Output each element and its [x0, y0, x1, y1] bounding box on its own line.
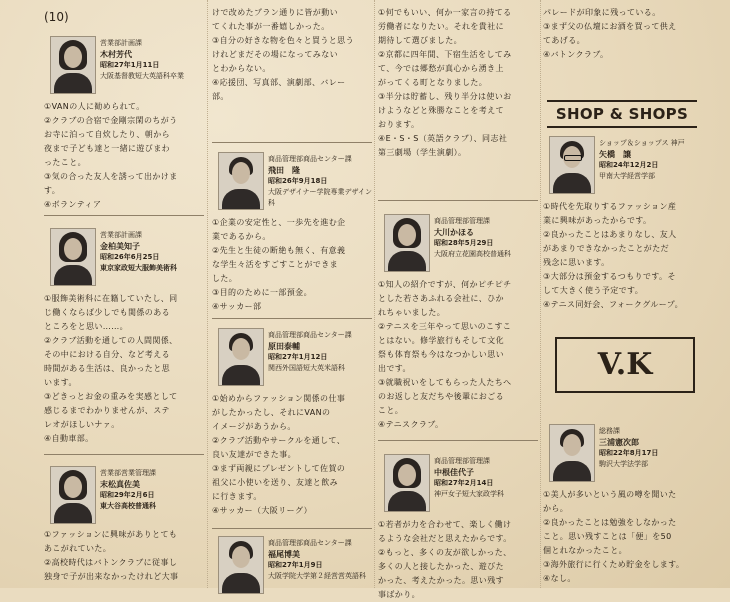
- answer-line: 感じるまでわかりませんが、ステ: [44, 406, 170, 415]
- answer-line: ②高校時代はバトンクラブに従事し: [44, 558, 178, 567]
- answer-line: 個とれなかったこと。: [543, 546, 627, 555]
- portrait-photo: [218, 152, 264, 210]
- answer-line: お寺に泊って自炊したり、朝から: [44, 130, 170, 139]
- vk-logo-box: V.K: [555, 337, 695, 393]
- portrait-photo: [549, 424, 595, 482]
- school: 大阪基督教短大英語科卒業: [100, 72, 184, 80]
- portrait-photo: [218, 536, 264, 594]
- birth-date: 昭和28年5月29日: [434, 239, 494, 247]
- answer-line: こと。思い残すことは「便」を50: [543, 532, 672, 541]
- answer-line: 業に興味があったからです。: [543, 216, 652, 225]
- answer-line: がってくる町となりました。: [378, 78, 488, 87]
- answer-line: ④サッカー（大阪リーグ）: [212, 506, 313, 515]
- school: 関西外国語短大英米語科: [268, 364, 345, 372]
- answer-line: 時間がある生活は、良かったと思: [44, 364, 170, 373]
- answer-line: イメージがあうから。: [212, 422, 296, 431]
- school: 東大谷高校普通科: [100, 502, 156, 510]
- answer-line: るような会社だと思えたからです。: [378, 534, 512, 543]
- answer-line: 出です。: [378, 364, 411, 373]
- answer-line: ①美人が多いという風の噂を聞いた: [543, 490, 677, 499]
- answer-line: ②クラブ活動を通しての人間関係、: [44, 336, 178, 345]
- answer-line: ②先生と生徒の断絶も無く、有意義: [212, 246, 346, 255]
- person-name: 金柏美知子: [100, 242, 140, 251]
- school: 大阪学院大学第２経営営英語科: [268, 572, 366, 580]
- column-2: [212, 0, 372, 588]
- school: 東京家政短大服飾美術科: [100, 264, 177, 272]
- profile-entry: [543, 424, 703, 586]
- answer-line: ③半分は貯蓄し、残り半分は使いお: [378, 92, 512, 101]
- answer-line: な学生々活をすごすことができま: [212, 260, 338, 269]
- answer-line: います。: [44, 378, 77, 387]
- person-name: 原田泰輔: [268, 342, 300, 351]
- answers: [44, 292, 204, 446]
- answer-line: ④テニス同好会、フォークグループ。: [543, 300, 683, 309]
- department: 営業部計画課: [100, 39, 142, 47]
- department: 総務課: [599, 427, 620, 435]
- answer-line: けれどまだその場になってみない: [212, 50, 338, 59]
- answer-line: ④自動車部。: [44, 434, 94, 443]
- answer-line: ④サッカー部: [212, 302, 262, 311]
- section-rule: [212, 318, 372, 319]
- column-4: [543, 0, 703, 588]
- answer-line: ④なし。: [543, 574, 576, 583]
- answer-line: ②京都に四年間、下宿生活をしてみ: [378, 50, 512, 59]
- answer-line: ④応援団、写真部、演劇部、バレー: [212, 78, 346, 87]
- section-rule: [212, 142, 372, 143]
- answer-line: した。: [212, 274, 238, 283]
- answer-line: あこがれていた。: [44, 544, 112, 553]
- answer-line: とした若さあふれる会社に、ひか: [378, 294, 504, 303]
- answer-line: ③気の合った友人を誘って出かけま: [44, 172, 178, 181]
- person-name: 末松真佐美: [100, 480, 140, 489]
- profile-entry: [212, 152, 372, 314]
- answer-line: てあげる。: [543, 36, 585, 45]
- answer-line: かった、考えたかった。思い残す: [378, 576, 504, 585]
- answer-line: ②良かったことはあまりなし、友人: [543, 230, 677, 239]
- continued-text: [212, 4, 372, 104]
- answer-line: ①若者が力を合わせて、楽しく働け: [378, 520, 512, 529]
- school: 甲南大学経営学部: [599, 172, 655, 180]
- school: 神戸女子短大家政学科: [434, 490, 504, 498]
- profile-entry: [543, 136, 703, 312]
- person-name: 福尾博美: [268, 550, 300, 559]
- birth-date: 昭和27年1月9日: [268, 561, 323, 569]
- person-name: 矢橋 譲: [599, 150, 631, 159]
- section-rule: [44, 454, 204, 455]
- department: 商品管理部管理課: [434, 457, 490, 465]
- profile-entry: [44, 228, 204, 446]
- answer-line: 事ばかり。: [378, 590, 420, 599]
- profile-entry: [378, 214, 538, 432]
- answer-line: ④E・S・S（英語クラブ）、同志社: [378, 134, 508, 143]
- answer-line: ②クラブ活動やサークルを通して、: [212, 436, 346, 445]
- answer-line: とはない。修学旅行もそして文化: [378, 336, 504, 345]
- answer-line: がしたかったし、それにVANの: [212, 408, 331, 417]
- answer-line: 残念に思います。: [543, 258, 610, 267]
- answer-line: 第三劇場（学生演劇）。: [378, 148, 467, 157]
- answer-line: ③海外旅行に行くため貯金をします。: [543, 560, 685, 569]
- answers: [378, 278, 538, 432]
- answer-line: 業であるから。: [212, 232, 271, 241]
- section-rule: [378, 200, 538, 201]
- portrait-photo: [50, 36, 96, 94]
- continued-text: [378, 4, 538, 160]
- answer-line: ①何でもいい、何か一家言の持てる: [378, 8, 512, 17]
- answer-line: ①企業の安定性と、一歩先を進む企: [212, 218, 346, 227]
- answer-line: ①時代を先取りするファッション産: [543, 202, 677, 211]
- column-divider: [374, 0, 375, 588]
- answer-line: 多くの人と接したかった、遊びた: [378, 562, 504, 571]
- section-rule: [44, 215, 204, 216]
- answer-line: てくれた事が一番嬉しかった。: [212, 22, 330, 31]
- answer-line: ③自分の好きな物を色々と買うと思う: [212, 36, 354, 45]
- department: 商品管理部商品センター課: [268, 539, 352, 547]
- profile-entry: [378, 454, 538, 602]
- answers: [44, 100, 204, 212]
- answer-line: 期待して選びました。: [378, 36, 462, 45]
- answers: [378, 518, 538, 602]
- profile-entry: [44, 466, 204, 584]
- answers: [212, 216, 372, 314]
- answer-line: ③どきっとお金の重みを実感として: [44, 392, 178, 401]
- profile-entry: [212, 328, 372, 518]
- birth-date: 昭和22年8月17日: [599, 449, 659, 457]
- column-3: [378, 0, 538, 599]
- answers: [378, 6, 538, 160]
- person-name: 三浦憲次郎: [599, 438, 639, 447]
- answer-line: ①知人の紹介ですが、何かピチピチ: [378, 280, 512, 289]
- answer-line: 祭も体育祭も今はなつかしい思い: [378, 350, 504, 359]
- answers: [543, 488, 703, 586]
- answer-line: パレードが印象に残っている。: [543, 8, 661, 17]
- answers: [44, 528, 204, 584]
- answer-line: れちゃいました。: [378, 308, 446, 317]
- answer-line: のお返しと友だちや後輩におごる: [378, 392, 504, 401]
- answer-line: ③就職祝いをしてもらった人たちへ: [378, 378, 512, 387]
- answer-line: ②良かったことは勉強をしなかった: [543, 518, 677, 527]
- department: 商品管理部管理課: [434, 217, 490, 225]
- portrait-photo: [50, 228, 96, 286]
- birth-date: 昭和27年2月14日: [434, 479, 494, 487]
- answer-line: ④ボランティア: [44, 200, 102, 209]
- column-1: [44, 0, 204, 588]
- answer-line: こと。: [378, 406, 404, 415]
- department: 営業部営業管理課: [100, 469, 156, 477]
- answer-line: ③まず父の仏壇にお酒を買って供え: [543, 22, 677, 31]
- answer-line: ①ファッションに興味がありとても: [44, 530, 178, 539]
- answer-line: おります。: [378, 120, 420, 129]
- answer-line: とわからない。: [212, 64, 271, 73]
- answers: [212, 6, 372, 104]
- answer-line: 祖父に小使いを送り、友達と飲み: [212, 478, 338, 487]
- answer-line: ③大部分は預金するつもりです。そ: [543, 272, 676, 281]
- answer-line: ④テニスクラブ。: [378, 420, 444, 429]
- answer-line: から。: [543, 504, 569, 513]
- birth-date: 昭和24年12月2日: [599, 161, 659, 169]
- answer-line: ②テニスを三年やって思いのこすこ: [378, 322, 512, 331]
- birth-date: 昭和26年6月25日: [100, 253, 160, 261]
- continued-text: [543, 4, 703, 62]
- portrait-photo: [549, 136, 595, 194]
- person-name: 中根佳代子: [434, 468, 474, 477]
- answer-line: レオがほしいナァ。: [44, 420, 120, 429]
- answer-line: ②もっと、多くの友が欲しかった、: [378, 548, 512, 557]
- answer-line: 独身で子が出来なかったけれど大事: [44, 572, 179, 581]
- answer-line: ③目的のために一部預金。: [212, 288, 312, 297]
- answers: [543, 6, 703, 62]
- school: 大阪デザイナー学院専業デザイン科: [268, 188, 373, 207]
- answer-line: に行きます。: [212, 492, 262, 501]
- portrait-photo: [384, 214, 430, 272]
- answers: [212, 392, 372, 518]
- answer-line: 部。: [212, 92, 229, 101]
- answer-line: ところをと思い……。: [44, 322, 128, 331]
- department: 商品管理部商品センター課: [268, 155, 352, 163]
- portrait-photo: [384, 454, 430, 512]
- profile-entry: [212, 536, 372, 598]
- department: 商品管理部商品センター課: [268, 331, 352, 339]
- person-name: 大川かほる: [434, 228, 474, 237]
- profile-entry: [44, 36, 204, 212]
- answer-line: 夜まで子ども達と一緒に遊びまわ: [44, 144, 170, 153]
- answer-line: があまりできなかったことがただ: [543, 244, 669, 253]
- answer-line: ったこと。: [44, 158, 86, 167]
- section-rule: [212, 528, 372, 529]
- person-name: 飛田 隆: [268, 166, 300, 175]
- birth-date: 昭和27年1月12日: [268, 353, 328, 361]
- answer-line: ①VANの人に勧められて。: [44, 102, 145, 111]
- portrait-photo: [50, 466, 96, 524]
- portrait-photo: [218, 328, 264, 386]
- school: 大阪府立花園高校普通科: [434, 250, 511, 258]
- answer-line: その中における自分、など考える: [44, 350, 170, 359]
- page-number: (10): [44, 10, 69, 24]
- answer-line: けで改めたプラン通りに皆が動い: [212, 8, 338, 17]
- answer-line: ④バトンクラブ。: [543, 50, 609, 59]
- department: 営業部計画課: [100, 231, 142, 239]
- answer-line: ②クラブの合宿で金剛宗閑のちがう: [44, 116, 178, 125]
- birth-date: 昭和26年9月18日: [268, 177, 328, 185]
- answer-line: ①始めからファッション関係の仕事: [212, 394, 346, 403]
- section-rule: [378, 440, 538, 441]
- answer-line: 良い友達ができた事。: [212, 450, 296, 459]
- answer-line: て、今では郷愁が真心から湧き上: [378, 64, 504, 73]
- person-name: 木村芳代: [100, 50, 132, 59]
- answer-line: じ働くならば少しでも関係のある: [44, 308, 170, 317]
- answers: [543, 200, 703, 312]
- answer-line: 労働者になりたい。それを貴社に: [378, 22, 504, 31]
- shop-and-shops-heading: SHOP & SHOPS: [547, 100, 697, 128]
- birth-date: 昭和27年1月11日: [100, 61, 160, 69]
- school: 駒沢大学法学部: [599, 460, 648, 468]
- answer-line: す。: [44, 186, 61, 195]
- department: ショップ＆ショップス 神戸: [599, 139, 685, 147]
- answer-line: ①服飾美術科に在籍していたし、同: [44, 294, 178, 303]
- answer-line: して大きく使う予定です。: [543, 286, 644, 295]
- answer-line: けようなどと殊勝なことを考えて: [378, 106, 504, 115]
- answer-line: ③まず両親にプレゼントして佐賀の: [212, 464, 346, 473]
- birth-date: 昭和29年2月6日: [100, 491, 155, 499]
